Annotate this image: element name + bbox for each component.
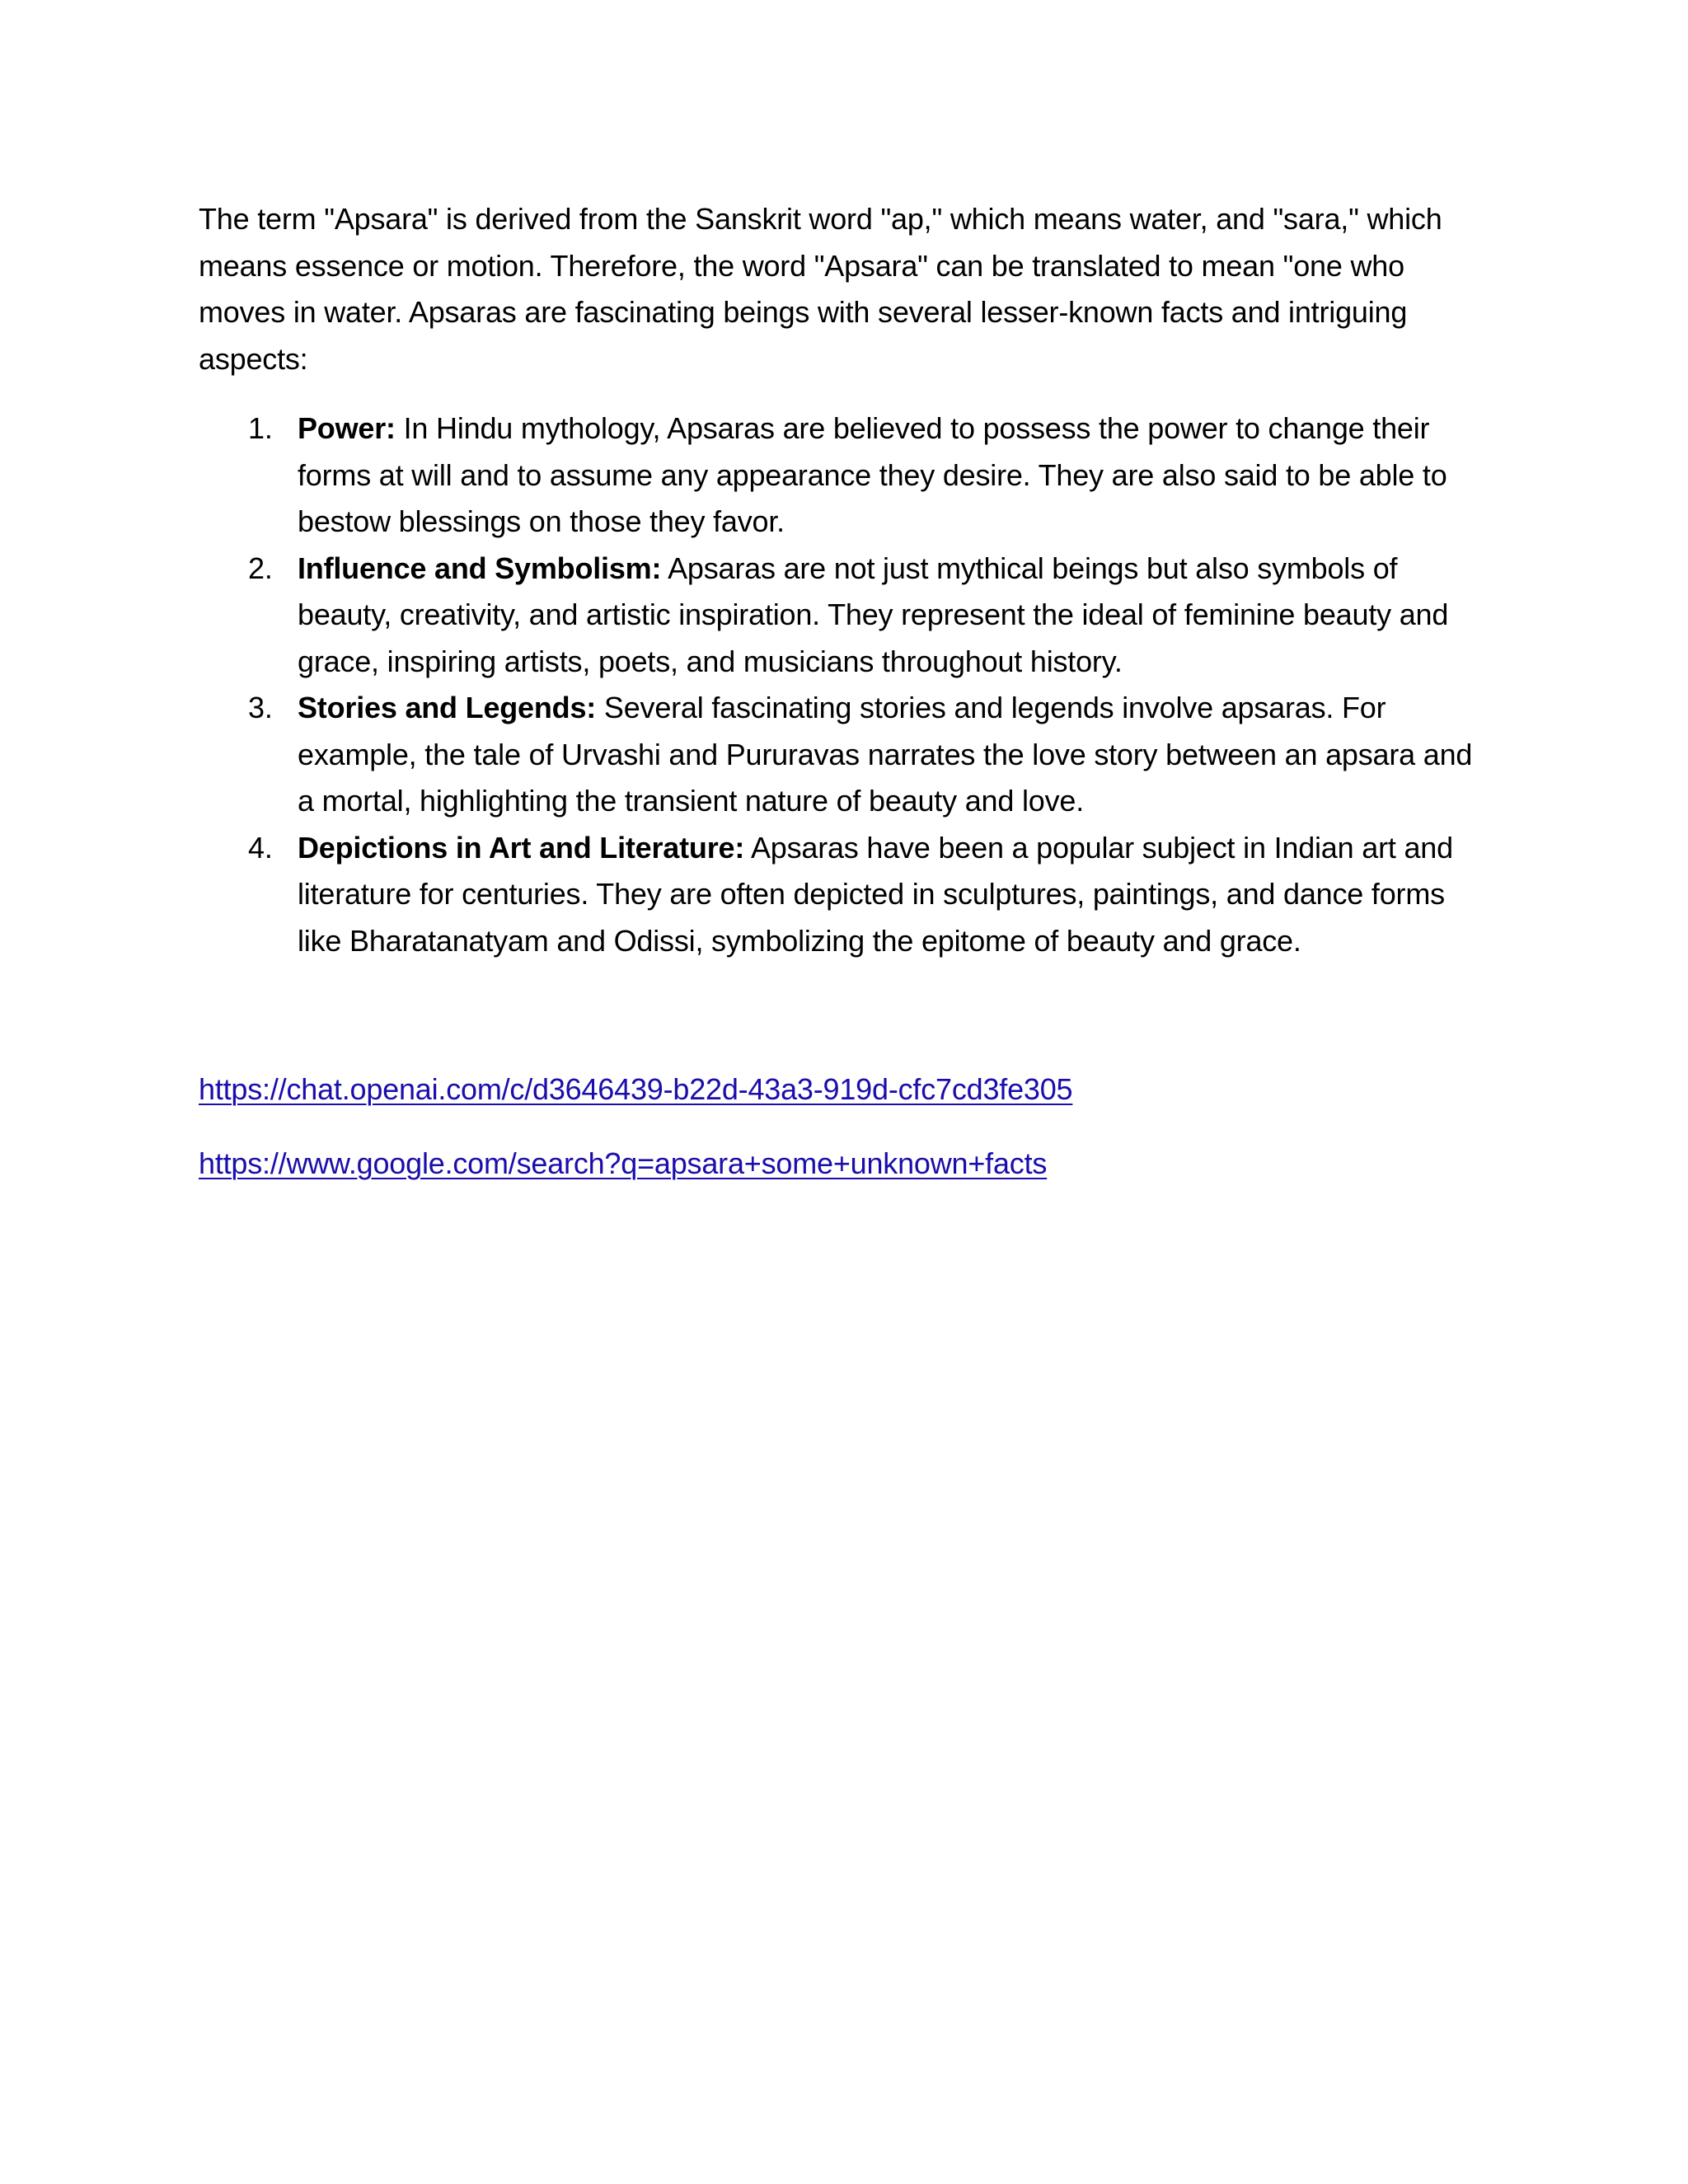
google-search-link[interactable]: https://www.google.com/search?q=apsara+some+unknown+facts <box>199 1146 1048 1180</box>
fact-text: Several fascinating stories and legends involve apsaras. For example, the tale of Urvashi and Pururavas narrates the love story between an apsara and a mortal, highlighting the transient nature of beauty and love. <box>298 691 1473 818</box>
fact-text: In Hindu mythology, Apsaras are believed to possess the power to change their forms at will and to assume any appearance they desire. They are also said to be able to bestow blessings on those they favor. <box>298 411 1447 538</box>
fact-item-power <box>248 405 1493 546</box>
reference-links <box>199 1066 1072 1187</box>
chatgpt-link[interactable]: https://chat.openai.com/c/d3646439-b22d-43a3-919d-cfc7cd3fe305 <box>199 1072 1073 1106</box>
fact-item-influence <box>248 546 1493 686</box>
fact-item-depictions <box>248 825 1493 965</box>
fact-number: 2. <box>248 551 273 585</box>
fact-title: Power: <box>298 411 396 445</box>
fact-title: Influence and Symbolism: <box>298 551 662 585</box>
fact-number: 4. <box>248 830 273 865</box>
fact-item-stories <box>248 685 1493 825</box>
fact-number: 1. <box>248 411 273 445</box>
fact-text: Apsaras are not just mythical beings but also symbols of beauty, creativity, and artistic inspiration. They represent the ideal of feminine beauty and grace, inspiring artists, poets, and musicians throughout history. <box>298 551 1449 678</box>
fact-number: 3. <box>248 691 273 724</box>
fact-title: Stories and Legends: <box>298 691 597 724</box>
facts-list <box>199 405 1493 964</box>
fact-text: Apsaras have been a popular subject in Indian art and literature for centuries. They are often depicted in sculptures, paintings, and dance forms like Bharatanatyam and Odissi, symbolizing the epitome of beauty and grace. <box>298 830 1453 958</box>
fact-title: Depictions in Art and Literature: <box>298 830 745 865</box>
intro-paragraph: The term "Apsara" is derived from the Sanskrit word "ap," which means water, and "sara," which means essence or motion. Therefore, the word "Apsara" can be translated to mean "one who moves in water. Apsaras are fascinating beings with several lesser-known facts and intriguing aspects: <box>199 202 1442 376</box>
document-body <box>199 196 1493 964</box>
